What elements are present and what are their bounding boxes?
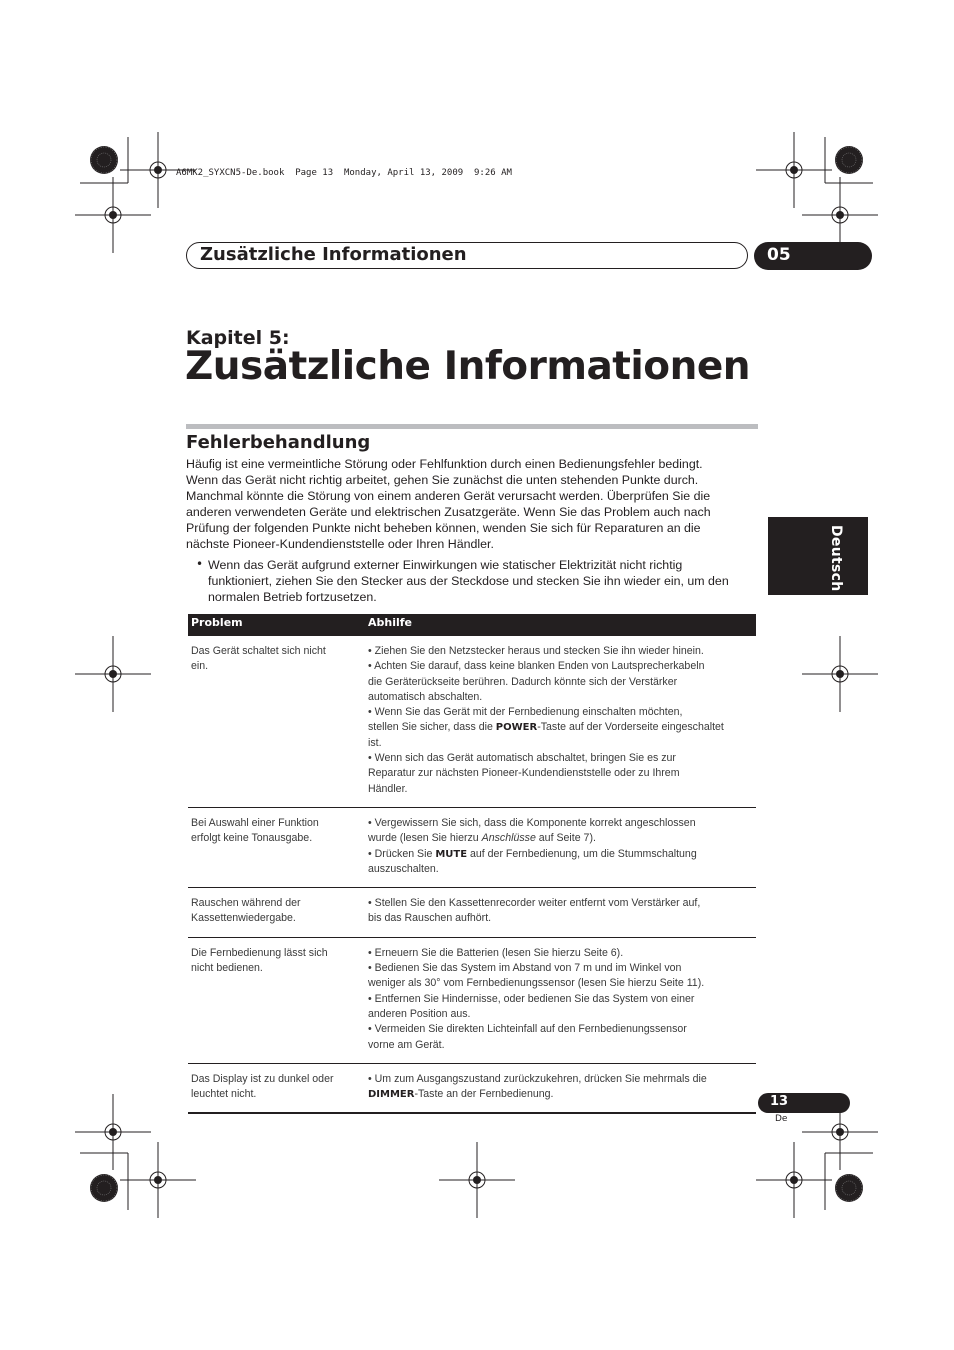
problem-cell [191,816,361,847]
remedy-text: • Achten Sie darauf, dass keine blanken Enden von Lautsprecherkabeln [368,660,705,673]
remedy-emphasis: Anschlüsse [481,832,536,845]
remedy-text: -Taste auf der Vorderseite eingeschaltet [537,721,724,734]
header-remedy: Abhilfe [368,616,413,629]
remedy-emphasis: DIMMER [368,1089,415,1101]
remedy-line [368,862,756,877]
problem-line: Rauschen während der [191,897,301,910]
remedy-text: Reparatur zur nächsten Pioneer-Kundendienststelle oder zu Ihrem [368,767,680,780]
table-row [188,888,756,938]
table-row [188,808,756,888]
problem-cell [191,896,361,927]
problem-cell [191,946,361,977]
troubleshooting-table [188,614,756,1114]
bullet-paragraph [208,557,760,605]
remedy-line [368,1007,756,1022]
section-title: Fehlerbehandlung [186,432,371,453]
remedy-text: • Drücken Sie [368,847,436,860]
remedy-text: • Um zum Ausgangszustand zurückzukehren, drücken Sie mehrmals die [368,1072,707,1085]
remedy-cell [368,816,756,877]
problem-line: Die Fernbedienung lässt sich [191,946,328,959]
remedy-line [368,847,756,862]
remedy-line [368,961,756,976]
remedy-line [368,946,756,961]
remedy-text: -Taste an der Fernbedienung. [414,1088,554,1101]
remedy-line [368,1022,756,1037]
remedy-text: • Erneuern Sie die Batterien (lesen Sie hierzu Seite 6). [368,946,624,959]
intro-line: Häufig ist eine vermeintliche Störung oder Fehlfunktion durch einen Bedienungsfehler bedingt. [186,457,703,471]
bullet-line: funktioniert, ziehen Sie den Stecker aus der Steckdose und stecken Sie ihn wieder ein, um den [208,574,729,588]
remedy-line [368,816,756,831]
remedy-text: Händler. [368,782,408,795]
remedy-line [368,705,756,720]
problem-line: leuchtet nicht. [191,1088,257,1101]
remedy-text: auf der Fernbedienung, um die Stummschaltung [467,847,697,860]
problem-line: Kassettenwiedergabe. [191,912,296,925]
intro-paragraph [186,456,758,552]
intro-line: Manchmal könnte die Störung von einem anderen Gerät verursacht werden. Überprüfen Sie die [186,489,711,503]
table-header [188,614,756,636]
chapter-number-badge [754,242,872,270]
remedy-text: • Vermeiden Sie direkten Lichteinfall auf den Fernbedienungssensor [368,1023,687,1036]
remedy-line [368,831,756,846]
remedy-text: stellen Sie sicher, dass die [368,721,496,734]
header-problem: Problem [191,616,243,629]
remedy-line [368,782,756,797]
table-row [188,938,756,1064]
remedy-line [368,992,756,1007]
remedy-line [368,644,756,659]
remedy-text: • Vergewissern Sie sich, dass die Komponente korrekt angeschlossen [368,817,696,829]
header-title: Zusätzliche Informationen [200,244,467,265]
language-tab [768,517,868,595]
problem-line: Das Display ist zu dunkel oder [191,1072,334,1085]
remedy-text: bis das Rauschen aufhört. [368,912,492,925]
file-info: A6MK2_SYXCN5-De.book Page 13 Monday, April 13, 2009 9:26 AM [176,168,512,178]
intro-line: anderen verwendeten Geräte und elektrischen Zusatzgeräte. Wenn Sie das Problem auch nach [186,505,711,519]
remedy-text: • Wenn Sie das Gerät mit der Fernbedienung einschalten möchten, [368,706,683,719]
remedy-line [368,736,756,751]
remedy-text: • Entfernen Sie Hindernisse, oder bedienen Sie das System von einer [368,992,695,1005]
remedy-text: • Bedienen Sie das System im Abstand von 7 m und im Winkel von [368,962,682,975]
remedy-line [368,690,756,705]
remedy-text: • Ziehen Sie den Netzstecker heraus und stecken Sie ihn wieder hinein. [368,645,704,657]
remedy-line [368,1072,756,1087]
remedy-line [368,751,756,766]
problem-line: erfolgt keine Tonausgabe. [191,832,313,845]
bullet-line: normalen Betrieb fortzusetzen. [208,590,377,604]
remedy-line [368,766,756,781]
section-rule [186,424,758,429]
language-tab-label: Deutsch [828,525,844,592]
chapter-number: 05 [767,245,791,265]
problem-line: Bei Auswahl einer Funktion [191,817,319,829]
remedy-line [368,675,756,690]
remedy-cell [368,946,756,1053]
page-number: 13 [770,1094,789,1109]
remedy-text: wurde (lesen Sie hierzu [368,832,482,845]
remedy-text: vorne am Gerät. [368,1038,445,1051]
remedy-text: automatisch abschalten. [368,690,483,703]
remedy-text: die Geräterückseite berühren. Dadurch könnte sich der Verstärker [368,675,678,688]
problem-cell [191,644,361,675]
problem-line: nicht bedienen. [191,962,263,975]
chapter-title: Zusätzliche Informationen [185,344,751,389]
bullet-marker: • [196,557,204,571]
bullet-line: Wenn das Gerät aufgrund externer Einwirkungen wie statischer Elektrizität nicht richtig [208,558,683,572]
table-row [188,636,756,808]
intro-line: Prüfung der folgenden Punkte nicht beheben können, wenden Sie sich für Reparaturen an die [186,521,701,535]
remedy-text: anderen Position aus. [368,1007,471,1020]
remedy-cell [368,896,756,927]
chapter-label: Kapitel 5: [186,327,290,349]
remedy-text: weniger als 30° vom Fernbedienungssensor (lesen Sie hierzu Seite 11). [368,977,705,990]
page-language: De [775,1114,788,1124]
remedy-emphasis: POWER [495,722,538,734]
remedy-text: • Stellen Sie den Kassettenrecorder weiter entfernt vom Verstärker auf, [368,897,701,910]
table-row [188,1064,756,1115]
remedy-text: • Wenn sich das Gerät automatisch abschaltet, bringen Sie es zur [368,752,676,765]
remedy-line [368,1087,756,1102]
remedy-line [368,976,756,991]
remedy-line [368,911,756,926]
remedy-line [368,896,756,911]
intro-line: nächste Pioneer-Kundendienststelle oder Ihren Händler. [186,537,494,551]
intro-line: Wenn das Gerät nicht richtig arbeitet, gehen Sie zunächst die unten stehenden Punkte durch. [186,473,699,487]
remedy-line [368,720,756,735]
remedy-cell [368,1072,756,1103]
remedy-emphasis: MUTE [435,848,468,860]
remedy-text: auszuschalten. [368,862,439,875]
problem-line: Das Gerät schaltet sich nicht [191,645,326,657]
page-number-badge [758,1093,850,1113]
remedy-line [368,1038,756,1053]
remedy-cell [368,644,756,797]
remedy-line [368,659,756,674]
problem-line: ein. [191,660,209,673]
problem-cell [191,1072,361,1103]
remedy-text: ist. [368,736,382,749]
remedy-text: auf Seite 7). [535,832,596,845]
